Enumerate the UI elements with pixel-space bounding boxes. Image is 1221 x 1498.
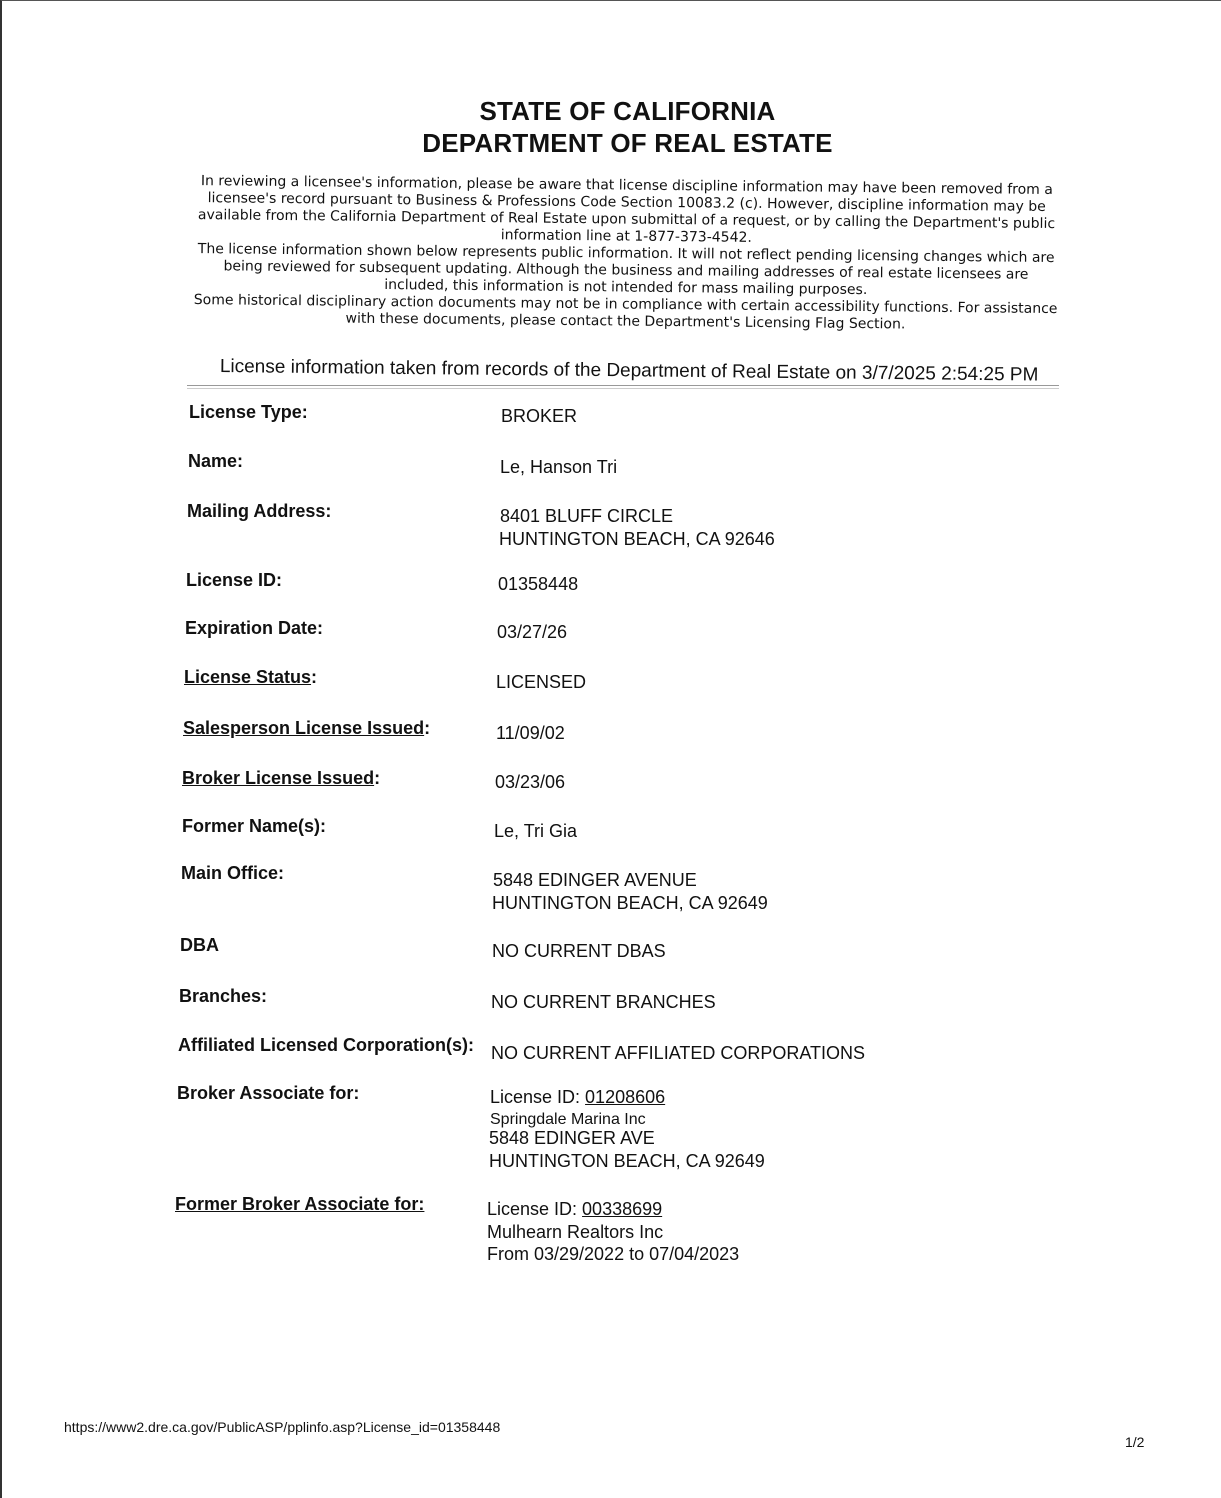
- label-license-status[interactable]: License Status:: [184, 667, 318, 687]
- link-former-broker-associate[interactable]: Former Broker Associate for:: [175, 1194, 425, 1214]
- value-former-broker-license: License ID: 00338699: [487, 1199, 663, 1219]
- value-broker-associate-address2: HUNTINGTON BEACH, CA 92649: [489, 1151, 765, 1171]
- page-number: 1/2: [1125, 1434, 1145, 1450]
- divider: [187, 388, 1059, 389]
- value-mailing-line1: 8401 BLUFF CIRCLE: [500, 506, 674, 526]
- notice-accessibility: Some historical disciplinary action documents may not be in compliance with certain accessibility functions. For assistance with these documents, please contact the Department's Licensing Flag Section.: [193, 292, 1058, 333]
- link-license-status[interactable]: License Status: [184, 667, 312, 687]
- value-license-status: LICENSED: [496, 672, 587, 692]
- notice-public-info: The license information shown below represents public information. It will not reflect pending licensing changes which are being reviewed for subsequent updating. Although the business and mailing addresses of real estate licensees are included, this information is not intended for mass mailing purposes.: [197, 241, 1055, 299]
- label-broker-associate: Broker Associate for:: [177, 1083, 360, 1103]
- divider: [187, 385, 1059, 386]
- label-former-names: Former Name(s):: [182, 816, 327, 836]
- label-mailing-address: Mailing Address:: [187, 501, 332, 521]
- label-salesperson-issued[interactable]: Salesperson License Issued:: [183, 718, 431, 738]
- label-expiration-date: Expiration Date:: [185, 618, 324, 638]
- notice-discipline: In reviewing a licensee's information, please be aware that license discipline information may have been removed from a licensee's record pursuant to Business & Professions Code Section 10083.2 (c). However, discipline information may be available from the California Department of Real Estate upon submittal of a request, or by calling the Department's public information line at 1-877-373-4542.: [197, 173, 1056, 246]
- license-id-link[interactable]: 01208606: [585, 1087, 666, 1107]
- header-state: STATE OF CALIFORNIA: [479, 96, 776, 126]
- value-broker-issued: 03/23/06: [495, 772, 566, 792]
- label-broker-issued[interactable]: Broker License Issued:: [182, 768, 381, 788]
- value-affiliated: NO CURRENT AFFILIATED CORPORATIONS: [491, 1043, 866, 1063]
- label-dba: DBA: [180, 935, 219, 955]
- value-expiration-date: 03/27/26: [497, 622, 568, 642]
- value-mailing-line2: HUNTINGTON BEACH, CA 92646: [499, 529, 775, 549]
- link-broker-issued[interactable]: Broker License Issued: [182, 768, 375, 788]
- value-salesperson-issued: 11/09/02: [496, 723, 565, 743]
- value-license-id: 01358448: [498, 574, 579, 594]
- link-salesperson-issued[interactable]: Salesperson License Issued: [183, 718, 425, 738]
- header-department: DEPARTMENT OF REAL ESTATE: [422, 128, 833, 158]
- label-branches: Branches:: [179, 986, 268, 1006]
- license-id-link[interactable]: 00338699: [582, 1199, 663, 1219]
- notice-block: [190, 173, 1062, 335]
- label-affiliated: Affiliated Licensed Corporation(s):: [178, 1035, 475, 1055]
- records-timestamp: License information taken from records of the Department of Real Estate on 3/7/2025 2:54:25 PM: [219, 356, 1039, 386]
- footer-url: https://www2.dre.ca.gov/PublicASP/pplinfo.asp?License_id=01358448: [64, 1419, 501, 1435]
- value-former-broker-dates: From 03/29/2022 to 07/04/2023: [487, 1244, 740, 1264]
- value-broker-associate-address1: 5848 EDINGER AVE: [489, 1128, 655, 1148]
- label-license-type: License Type:: [189, 402, 308, 422]
- value-dba: NO CURRENT DBAS: [492, 941, 666, 961]
- label-license-id: License ID:: [186, 570, 283, 590]
- value-former-broker-company: Mulhearn Realtors Inc: [487, 1222, 664, 1242]
- label-main-office: Main Office:: [181, 863, 285, 883]
- value-former-names: Le, Tri Gia: [494, 821, 578, 841]
- label-name: Name:: [188, 451, 244, 471]
- value-main-office-line2: HUNTINGTON BEACH, CA 92649: [492, 893, 768, 913]
- value-name: Le, Hanson Tri: [500, 457, 618, 477]
- value-broker-associate-license: License ID: 01208606: [490, 1087, 666, 1107]
- value-main-office-line1: 5848 EDINGER AVENUE: [493, 870, 697, 890]
- value-license-type: BROKER: [501, 406, 578, 426]
- value-broker-associate-company: Springdale Marina Inc: [490, 1111, 646, 1128]
- value-branches: NO CURRENT BRANCHES: [491, 992, 716, 1012]
